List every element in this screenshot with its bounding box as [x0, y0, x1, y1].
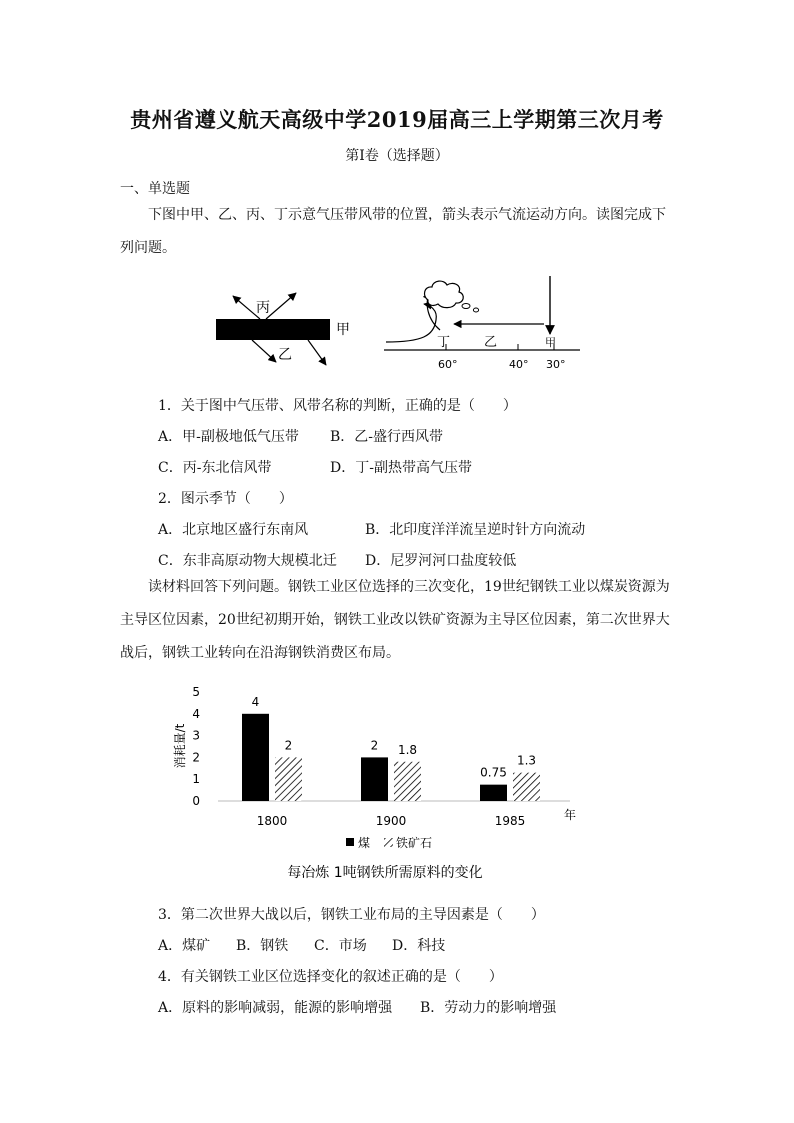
label-jia-left: 甲: [336, 322, 350, 338]
bar-coal: [242, 714, 269, 801]
label-ding: 丁: [437, 335, 451, 350]
bar-iron-ore: [513, 773, 540, 801]
q3-option-b: B．钢铁: [236, 938, 289, 954]
cloud-icon: [425, 281, 464, 308]
legend-swatch-coal: [346, 838, 354, 846]
intro-paragraph-1: 下图中甲、乙、丙、丁示意气压带风带的位置，箭头表示气流运动方向。读图完成下列问题。: [120, 207, 666, 256]
q2-option-a: A．北京地区盛行东南风: [158, 522, 309, 538]
arrow-upper-right: [266, 293, 296, 319]
belt-bar: [216, 319, 330, 340]
page-subtitle: 第I卷（选择题）: [345, 148, 449, 164]
data-label: 4: [251, 694, 260, 709]
arrow-lower-left: [252, 340, 276, 362]
polar-easterly-arrow: [386, 304, 436, 342]
x-tick-label: 1900: [375, 814, 407, 828]
q2-option-c: C．东非高原动物大规模北迁: [158, 553, 337, 569]
cloud-puff: [462, 304, 470, 309]
intro-paragraph-2: 读材料回答下列问题。钢铁工业区位选择的三次变化，19世纪钢铁工业以煤炭资源为主导区位因素，20世纪初期开始，钢铁工业改以铁矿资源为主导区位因素，第二次世界大战后，钢铁工业转向在沿海钢铁消费区布局。: [120, 579, 670, 661]
question-1-stem: 1．关于图中气压带、风带名称的判断，正确的是（ ）: [158, 398, 517, 414]
bar-coal: [480, 785, 507, 801]
label-yi-right: 乙: [484, 335, 498, 350]
label-bing: 丙: [256, 300, 270, 316]
pressure-belt-figure: [200, 272, 600, 377]
cloud-puff: [473, 308, 478, 312]
raw-material-bar-chart: [170, 678, 600, 888]
q1-option-c: C．丙-东北信风带: [158, 460, 272, 476]
bar-iron-ore: [394, 762, 421, 801]
question-2-stem: 2．图示季节（ ）: [158, 491, 293, 507]
q3-option-d: D．科技: [392, 938, 446, 954]
label-jia-right: 甲: [545, 336, 556, 349]
q2-option-b: B．北印度洋洋流呈逆时针方向流动: [365, 522, 586, 538]
y-tick-label: 2: [192, 750, 200, 765]
y-tick-label: 5: [192, 685, 200, 699]
left-diagram: [216, 293, 350, 365]
label-yi-left: 乙: [278, 347, 292, 363]
bar-coal: [361, 757, 388, 801]
legend-label-coal: 煤: [358, 836, 371, 850]
right-diagram: [384, 276, 580, 371]
y-tick-label: 1: [192, 772, 200, 787]
y-axis-label: 消耗量/t: [173, 723, 187, 769]
q4-option-a: A．原料的影响减弱，能源的影响增强: [158, 1000, 393, 1016]
page-title: 贵州省遵义航天高级中学2019届高三上学期第三次月考: [130, 107, 664, 132]
q4-option-b: B．劳动力的影响增强: [420, 1000, 557, 1016]
data-label: 2: [284, 738, 293, 753]
x-tick-label: 1985: [494, 814, 526, 828]
lat-40: 40°: [509, 358, 529, 371]
question-3-stem: 3．第二次世界大战以后，钢铁工业布局的主导因素是（ ）: [158, 907, 545, 923]
y-tick-label: 0: [192, 794, 200, 808]
lat-30: 30°: [546, 358, 566, 371]
q1-option-d: D．丁-副热带高气压带: [330, 460, 472, 476]
q2-option-d: D．尼罗河河口盐度较低: [365, 553, 517, 569]
data-label: 1.8: [397, 742, 418, 757]
y-tick-label: 3: [192, 728, 200, 743]
section-heading: 一、单选题: [120, 181, 190, 197]
lat-60: 60°: [438, 358, 458, 371]
legend-label-iron-ore: 铁矿石: [396, 836, 433, 850]
bar-iron-ore: [275, 757, 302, 801]
question-4-stem: 4．有关钢铁工业区位选择变化的叙述正确的是（ ）: [158, 969, 503, 985]
y-tick-label: 4: [192, 706, 200, 721]
q1-option-b: B．乙-盛行西风带: [330, 429, 444, 445]
q3-option-c: C．市场: [314, 938, 367, 954]
x-axis-label: 年: [564, 808, 577, 822]
arrow-lower-right: [308, 340, 326, 365]
data-label: 2: [370, 738, 379, 753]
data-label: 1.3: [516, 753, 537, 768]
data-label: 0.75: [480, 765, 507, 780]
x-tick-label: 1800: [256, 814, 288, 828]
q3-option-a: A．煤矿: [158, 938, 211, 954]
legend-swatch-iron-ore: [384, 838, 393, 847]
chart-caption: 每冶炼 1吨钢铁所需原料的变化: [287, 865, 483, 881]
q1-option-a: A．甲-副极地低气压带: [158, 429, 299, 445]
